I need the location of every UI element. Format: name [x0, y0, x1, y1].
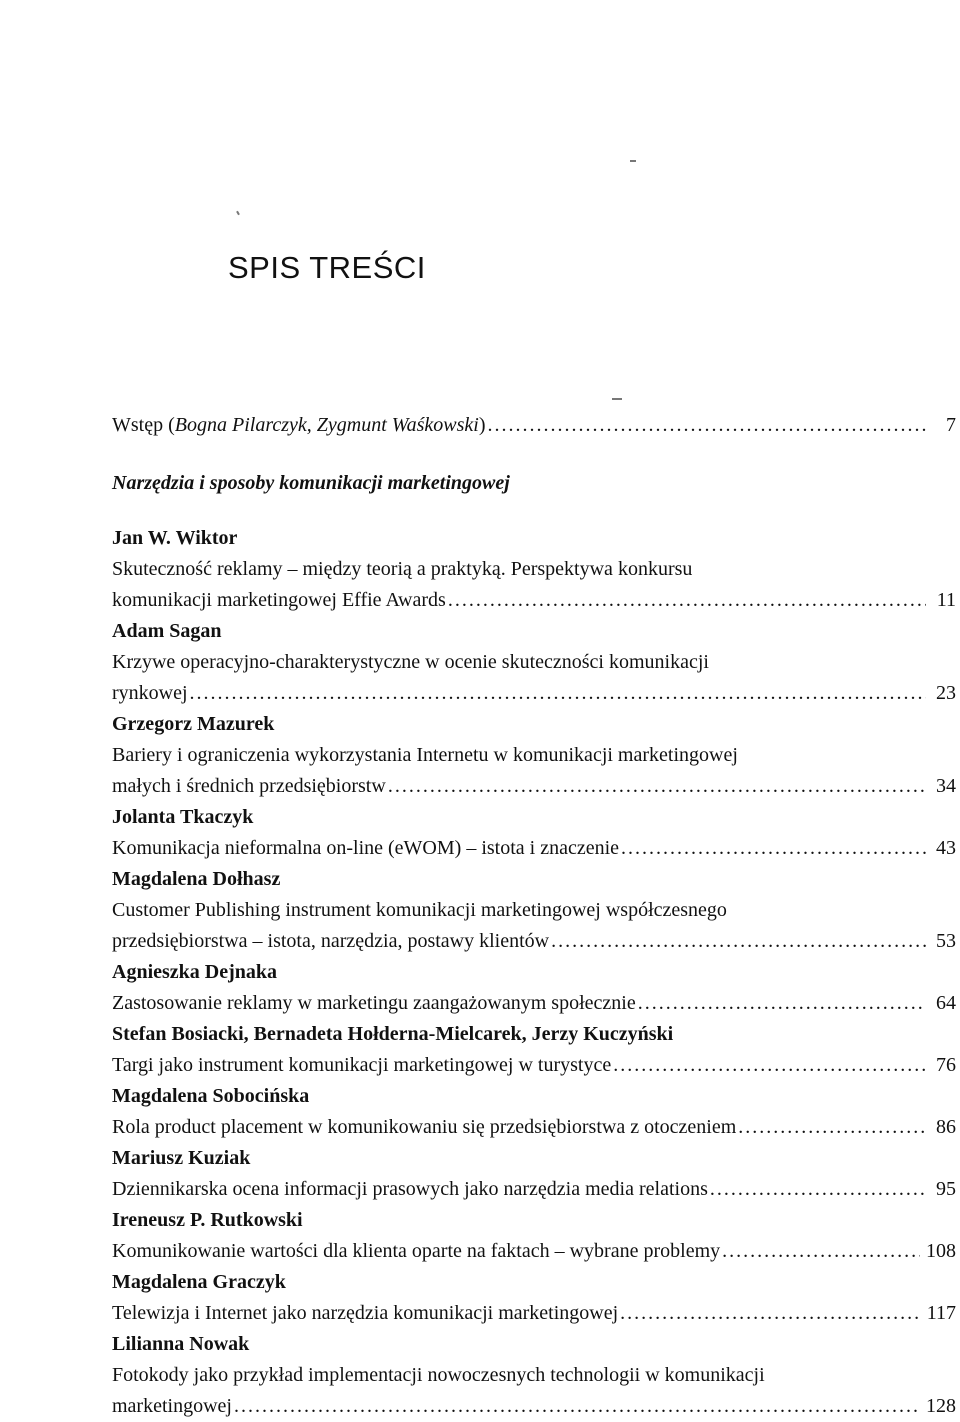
dot-leader	[190, 678, 926, 709]
toc-entry	[112, 709, 960, 802]
dot-leader	[738, 1112, 926, 1143]
page-number: 95	[936, 1178, 956, 1200]
toc-entry	[112, 1205, 960, 1267]
entry-author: Adam Sagan	[112, 620, 222, 642]
entry-leader-line	[112, 771, 960, 802]
entry-title-line: rynkowej	[112, 682, 188, 704]
entry-leader-line	[112, 1391, 960, 1422]
entry-title-line: komunikacji marketingowej Effie Awards	[112, 589, 446, 611]
page-number: 108	[926, 1240, 956, 1262]
scan-speck	[236, 211, 240, 215]
dot-leader	[487, 410, 926, 441]
entry-title-line: Komunikacja nieformalna on-line (eWOM) – istota i znaczenie	[112, 837, 620, 859]
toc-entry	[112, 1081, 960, 1143]
entry-author: Jan W. Wiktor	[112, 527, 238, 549]
dot-leader	[722, 1236, 920, 1267]
entry-leader-line	[112, 678, 960, 709]
dot-leader	[621, 833, 926, 864]
dot-leader	[620, 1298, 921, 1329]
scan-speck	[612, 398, 622, 400]
dot-leader	[710, 1174, 926, 1205]
entry-title-line: Komunikowanie wartości dla klienta oparte na faktach – wybrane problemy	[112, 1240, 721, 1262]
toc-entry	[112, 864, 960, 957]
entry-author: Stefan Bosiacki, Bernadeta Hołderna-Mielcarek, Jerzy Kuczyński	[112, 1023, 674, 1045]
entry-title-line: Krzywe operacyjno-charakterystyczne w ocenie skuteczności komunikacji	[112, 651, 709, 673]
entry-title-line: Customer Publishing instrument komunikacji marketingowej współczesnego	[112, 899, 727, 921]
dot-leader	[551, 926, 926, 957]
entry-author: Lilianna Nowak	[112, 1333, 250, 1355]
table-of-contents	[112, 410, 960, 1422]
intro-suffix: )	[478, 414, 486, 436]
entry-author: Agnieszka Dejnaka	[112, 961, 278, 983]
intro-prefix: Wstęp (	[112, 414, 175, 436]
toc-intro-text	[112, 410, 485, 441]
scan-speck	[630, 160, 636, 162]
page-number: 43	[936, 837, 956, 859]
page-number: 76	[936, 1054, 956, 1076]
toc-entry	[112, 1329, 960, 1422]
entry-author: Ireneusz P. Rutkowski	[112, 1209, 303, 1231]
entry-title-line: Rola product placement w komunikowaniu się przedsiębiorstwa z otoczeniem	[112, 1116, 737, 1138]
page-number: 7	[946, 414, 956, 436]
entry-title-line: Targi jako instrument komunikacji marketingowej w turystyce	[112, 1054, 612, 1076]
page-number: 34	[936, 775, 956, 797]
page-number: 86	[936, 1116, 956, 1138]
entry-leader-line	[112, 1174, 960, 1205]
entry-author: Magdalena Dołhasz	[112, 868, 281, 890]
entry-author: Magdalena Graczyk	[112, 1271, 286, 1293]
entry-title-line: przedsiębiorstwa – istota, narzędzia, postawy klientów	[112, 930, 550, 952]
entry-title-line: Skuteczność reklamy – między teorią a praktyką. Perspektywa konkursu	[112, 558, 693, 580]
entry-leader-line	[112, 1112, 960, 1143]
entry-author: Grzegorz Mazurek	[112, 713, 275, 735]
dot-leader	[388, 771, 926, 802]
entry-author: Mariusz Kuziak	[112, 1147, 251, 1169]
toc-entry	[112, 616, 960, 709]
toc-entry	[112, 957, 960, 1019]
page-title: SPIS TREŚCI	[228, 250, 426, 285]
entry-title-line: Bariery i ograniczenia wykorzystania Internetu w komunikacji marketingowej	[112, 744, 738, 766]
toc-entry	[112, 1019, 960, 1081]
entry-leader-line	[112, 1236, 960, 1267]
page-number: 53	[936, 930, 956, 952]
dot-leader	[613, 1050, 926, 1081]
entry-leader-line	[112, 585, 960, 616]
toc-entry	[112, 802, 960, 864]
entry-title-line: Telewizja i Internet jako narzędzia komunikacji marketingowej	[112, 1302, 619, 1324]
toc-entries	[112, 523, 960, 1422]
entry-leader-line	[112, 926, 960, 957]
toc-entry	[112, 1267, 960, 1329]
entry-title-line: małych i średnich przedsiębiorstw	[112, 775, 386, 797]
page-number: 11	[936, 589, 956, 611]
entry-author: Magdalena Sobocińska	[112, 1085, 310, 1107]
dot-leader	[638, 988, 926, 1019]
dot-leader	[234, 1391, 920, 1422]
entry-author: Jolanta Tkaczyk	[112, 806, 254, 828]
intro-authors: Bogna Pilarczyk, Zygmunt Waśkowski	[174, 414, 479, 436]
section-heading: Narzędzia i sposoby komunikacji marketingowej	[112, 472, 510, 494]
page-number: 64	[936, 992, 956, 1014]
entry-title-line: Dziennikarska ocena informacji prasowych jako narzędzia media relations	[112, 1178, 708, 1200]
entry-title-line: marketingowej	[112, 1395, 232, 1417]
page-number: 23	[936, 682, 956, 704]
page-number: 117	[926, 1302, 956, 1324]
entry-title-line: Fotokody jako przykład implementacji nowoczesnych technologii w komunikacji	[112, 1364, 765, 1386]
entry-leader-line	[112, 1298, 960, 1329]
entry-leader-line	[112, 988, 960, 1019]
page-number: 128	[926, 1395, 956, 1417]
dot-leader	[448, 585, 926, 616]
entry-leader-line	[112, 1050, 960, 1081]
entry-title-line: Zastosowanie reklamy w marketingu zaangażowanym społecznie	[112, 992, 636, 1014]
toc-entry	[112, 523, 960, 616]
toc-intro-line	[112, 410, 960, 441]
entry-leader-line	[112, 833, 960, 864]
toc-entry	[112, 1143, 960, 1205]
